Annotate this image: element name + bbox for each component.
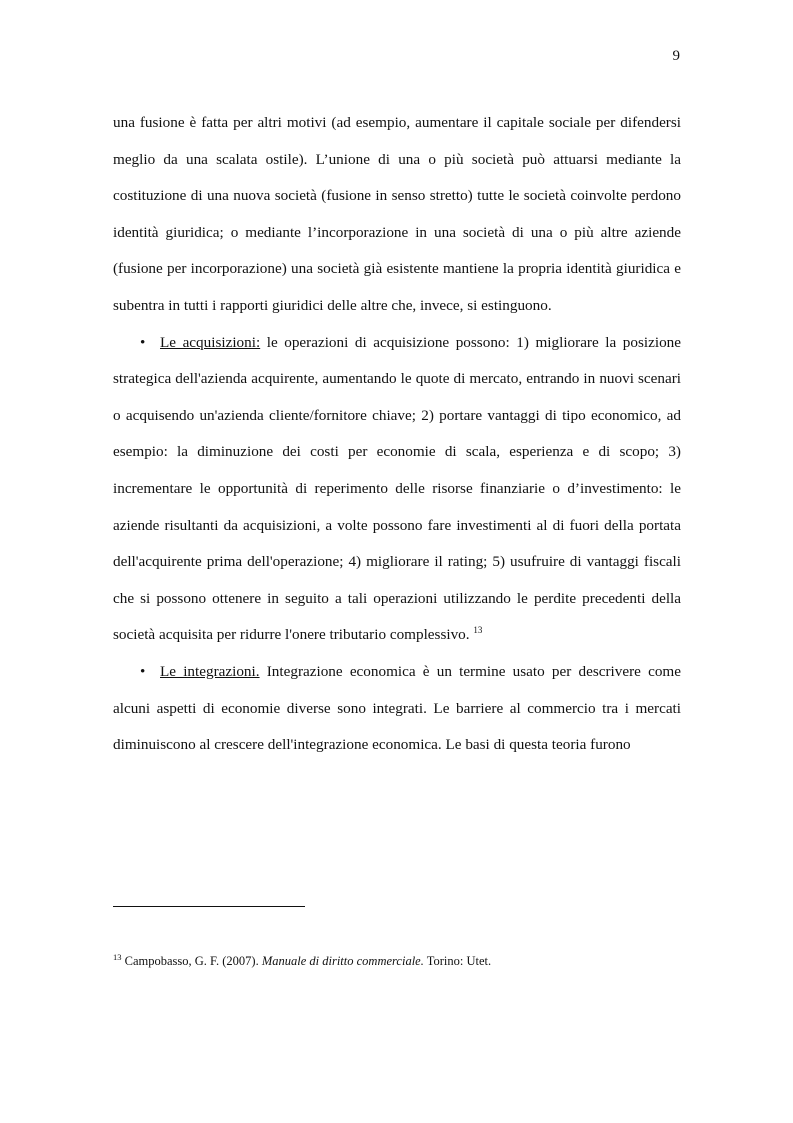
footnote-title: Manuale di diritto commerciale.	[261, 954, 424, 968]
footnote	[113, 952, 681, 970]
bullet-icon: •	[140, 333, 146, 351]
bullet-item-integrazioni	[113, 654, 681, 764]
paragraph-fusione: una fusione è fatta per altri motivi (ad esempio, aumentare il capitale sociale per difendersi meglio da una scalata ostile). L’unione di una o più società può attuarsi mediante la costituzione di una nuova società (fusione in senso stretto) tutte le società coinvolte perdono identità giuridica; o mediante l’incorporazione in una società di una o più altre aziende (fusione per incorporazione) una società già esistente mantiene la propria identità giuridica e subentra in tutti i rapporti giuridici delle altre che, invece, si estinguono.	[113, 114, 681, 314]
footnote-author: Campobasso, G. F. (2007).	[121, 954, 262, 968]
bullet-term-integrazioni: Le integrazioni.	[160, 662, 260, 680]
bullet-text-acquisizioni: le operazioni di acquisizione possono: 1) migliorare la posizione strategica dell'azienda acquirente, aumentando le quote di mercato, entrando in nuovi scenari o acquisendo un'azienda cliente/fornitore chiave; 2) portare vantaggi di tipo economico, ad esempio: la diminuzione dei costi per economie di scala, esperienza e di scopo; 3) incrementare le opportunità di reperimento delle risorse finanziarie o d’investimento: le aziende risultanti da acquisizioni, a volte possono fare investimenti al di fuori della portata dell'acquirente prima dell'operazione; 4) migliorare il rating; 5) usufruire di vantaggi fiscali che si possono ottenere in seguito a tali operazioni utilizzando le perdite precedenti della società acquisita per ridurre l'onere tributario complessivo.	[113, 333, 681, 644]
bullet-text-integrazioni: Integrazione economica è un termine usato per descrivere come alcuni aspetti di economie diverse sono integrati. Le barriere al commercio tra i mercati diminuiscono al crescere dell'integrazione economica. Le basi di questa teoria furono	[113, 662, 681, 754]
bullet-term-acquisizioni: Le acquisizioni:	[160, 333, 261, 351]
body-text	[113, 105, 681, 764]
bullet-item-acquisizioni	[113, 325, 681, 654]
footnote-publisher: Torino: Utet.	[423, 954, 492, 968]
footnote-reference: 13	[473, 625, 483, 636]
bullet-icon: •	[140, 662, 146, 680]
footnote-number: 13	[113, 952, 122, 962]
footnote-divider	[113, 906, 305, 907]
page-number: 9	[672, 48, 680, 64]
